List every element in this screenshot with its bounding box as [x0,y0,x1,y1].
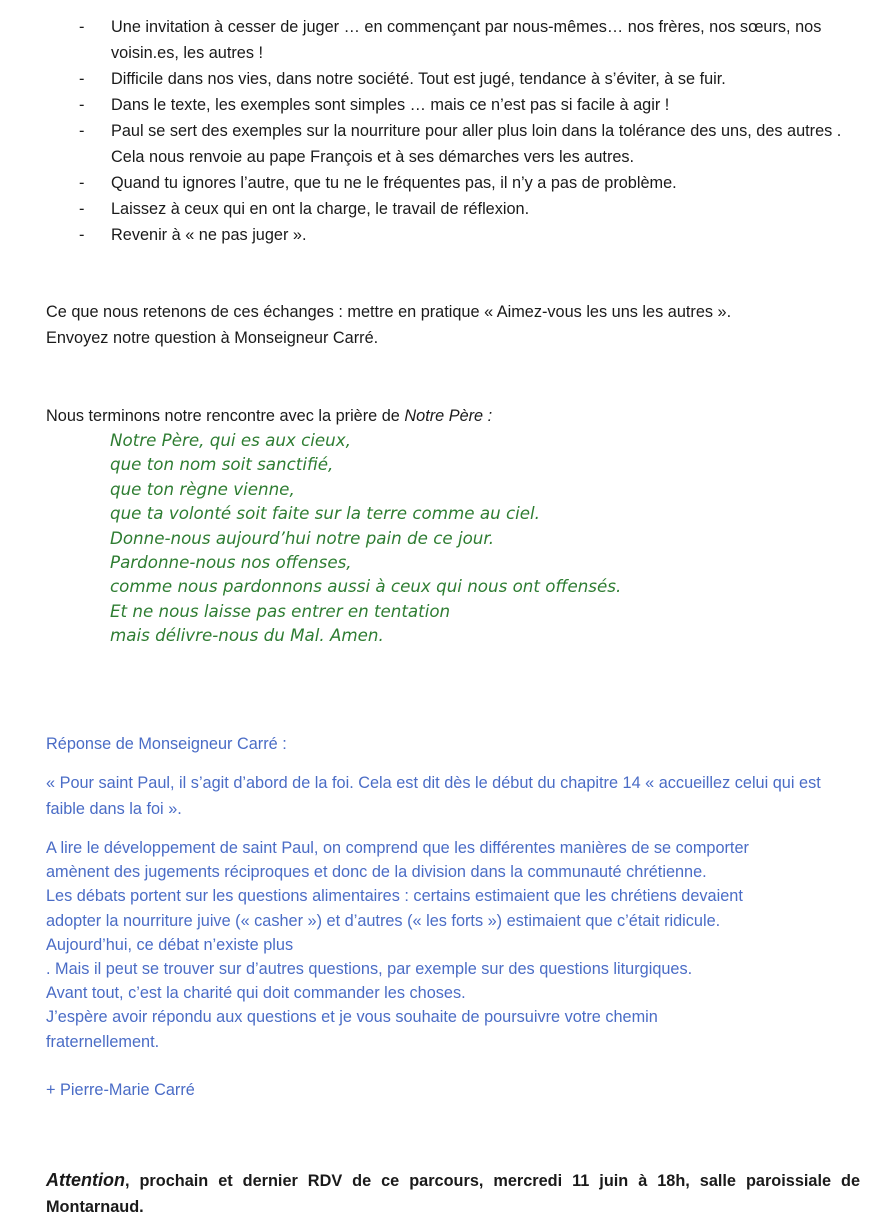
prayer-line: Donne-nous aujourd’hui notre pain de ce jour. [110,527,494,548]
bullet-item: - Paul se sert des exemples sur la nourriture pour aller plus loin dans la tolérance des uns, des autres . Cela nous renvoie au pape François et à ses démarches vers les autres. [0,118,896,170]
response-line: . Mais il peut se trouver sur d’autres questions, par exemple sur des questions liturgiques. [46,960,693,979]
response-paragraph-1: « Pour saint Paul, il s’agit d’abord de la foi. Cela est dit dès le début du chapitre 14 « accueillez celui qui est faible dans la foi ». [46,774,821,818]
bullet-dash: - [79,70,85,88]
bullet-item: - Revenir à « ne pas juger ». [0,222,896,248]
response-line: J’espère avoir répondu aux questions et je vous souhaite de poursuivre votre chemin [46,1008,658,1027]
response-line: Avant tout, c’est la charité qui doit commander les choses. [46,984,466,1003]
response-line: A lire le développement de saint Paul, on comprend que les différentes manières de se comporter [46,839,749,857]
prayer-line: que ta volonté soit faite sur la terre comme au ciel. [110,503,540,524]
bullet-item: - Laissez à ceux qui en ont la charge, le travail de réflexion. [0,196,896,222]
bullet-item: - Difficile dans nos vies, dans notre société. Tout est jugé, tendance à s’éviter, à se fuir. [0,66,896,92]
prayer-line: Et ne nous laisse pas entrer en tentation [110,600,451,621]
bullet-dash: - [79,18,85,36]
response-paragraph-2 [46,836,860,1054]
response-line: adopter la nourriture juive (« casher ») et d’autres (« les forts ») estimaient que c’était ridicule. [46,911,721,930]
bullet-dash: - [79,174,85,192]
prayer-line: que ton règne vienne, [110,478,295,499]
prayer-line: que ton nom soit sanctifié, [110,454,334,475]
envoyez-line: Envoyez notre question à Monseigneur Carré. [46,329,379,347]
attention-label: Attention [46,1170,125,1190]
prayer-intro: Nous terminons notre rencontre avec la prière de Notre Père : [46,407,493,425]
notre-pere-prayer [110,428,621,648]
signature: + Pierre-Marie Carré [46,1081,195,1099]
bullet-dash: - [79,96,85,114]
response-heading: Réponse de Monseigneur Carré : [46,735,287,753]
prayer-line: Pardonne-nous nos offenses, [110,552,352,573]
bullet-item: - Quand tu ignores l’autre, que tu ne le fréquentes pas, il n’y a pas de problème. [0,170,896,196]
bullet-item: - Une invitation à cesser de juger … en commençant par nous-mêmes… nos frères, nos sœurs, nos voisin.es, les autres ! [0,14,896,66]
prayer-line: mais délivre-nous du Mal. Amen. [110,625,384,646]
prayer-title: Notre Père : [404,407,493,425]
retenons-line: Ce que nous retenons de ces échanges : mettre en pratique « Aimez-vous les uns les autres ». [46,303,732,321]
bullet-dash: - [79,226,85,244]
response-line: Les débats portent sur les questions alimentaires : certains estimaient que les chrétiens devaient [46,887,743,906]
discussion-bullet-list [0,14,896,248]
prayer-line: Notre Père, qui es aux cieux, [110,430,351,450]
prayer-line: comme nous pardonnons aussi à ceux qui nous ont offensés. [110,576,622,597]
bullet-dash: - [79,200,85,218]
bullet-dash: - [79,122,85,140]
attention-notice: Attention, prochain et dernier RDV de ce parcours, mercredi 11 juin à 18h, salle paroissiale de Montarnaud. [46,1170,860,1216]
response-line: Aujourd’hui, ce débat n’existe plus [46,935,294,954]
response-line: fraternellement. [46,1032,160,1051]
response-line: amènent des jugements réciproques et donc de la division dans la communauté chrétienne. [46,863,707,882]
bullet-item: - Dans le texte, les exemples sont simples … mais ce n’est pas si facile à agir ! [0,92,896,118]
